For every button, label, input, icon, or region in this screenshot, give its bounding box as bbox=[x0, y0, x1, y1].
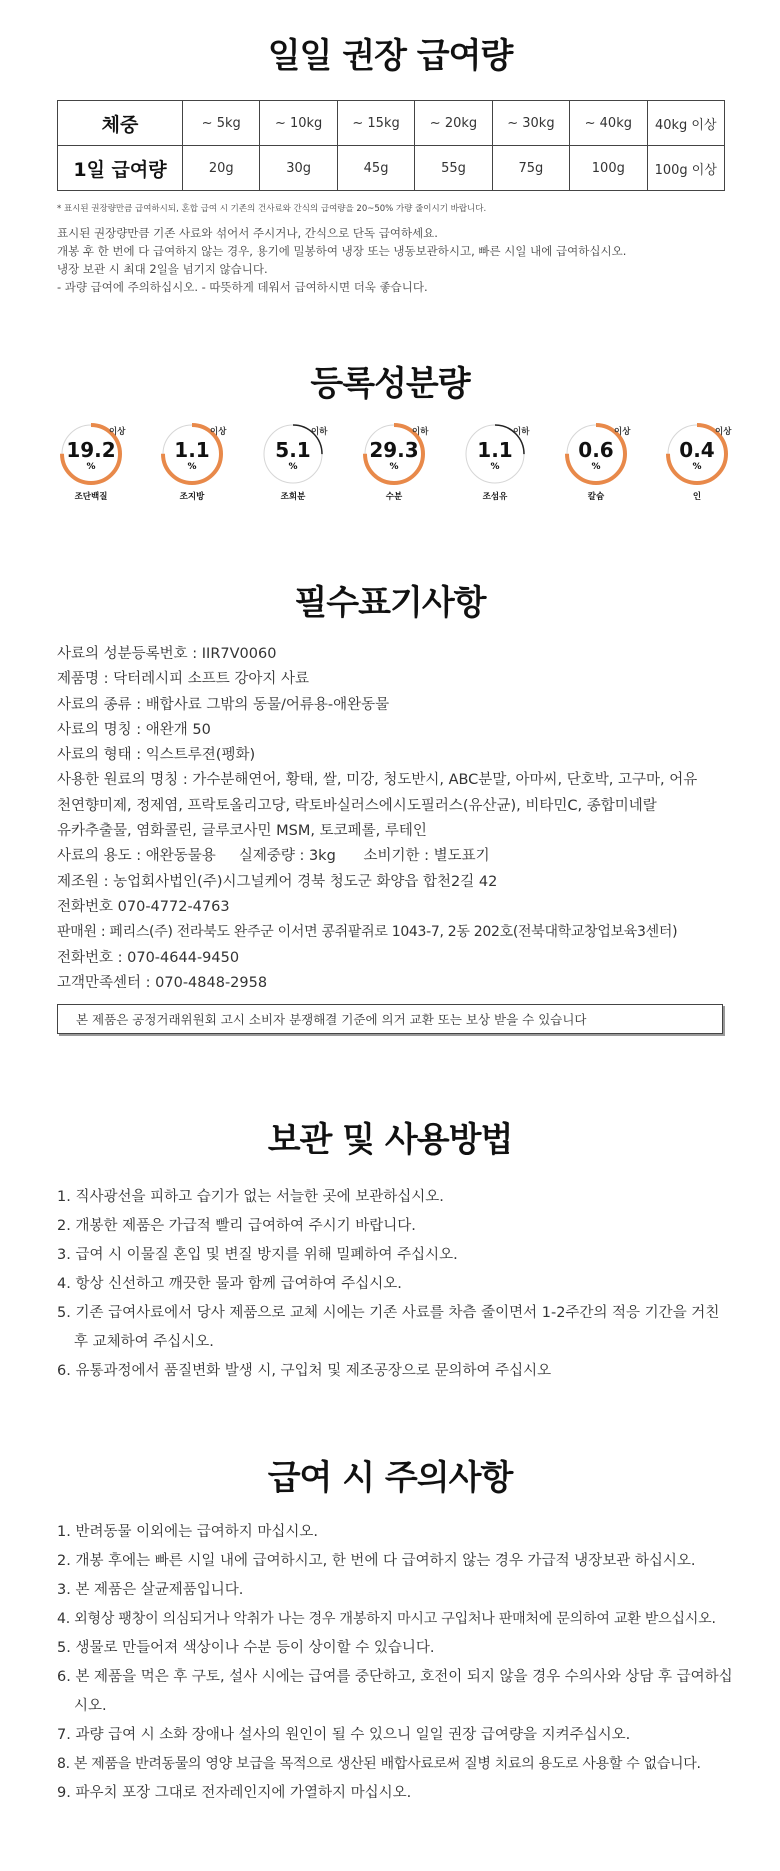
feeding-note: 개봉 후 한 번에 다 급여하지 않는 경우, 용기에 밀봉하여 냉장 또는 냉동보관하시고, 빠른 시일 내에 급여하십시오. bbox=[57, 244, 627, 258]
list-item: 3. 급여 시 이물질 혼입 및 변질 방지를 위해 밀폐하여 주십시오. bbox=[57, 1247, 458, 1263]
nutrient-limit: 이상 bbox=[210, 427, 227, 437]
nutrient-unit: % bbox=[288, 462, 298, 472]
nutrient-unit: % bbox=[389, 462, 399, 472]
list-item: 6. 본 제품을 먹은 후 구토, 설사 시에는 급여를 중단하고, 호전이 되지 않을 경우 수의사와 상담 후 급여하십시오. bbox=[57, 1669, 733, 1714]
weight-cell: ~ 15kg bbox=[337, 101, 414, 146]
nutrient-limit: 이상 bbox=[715, 427, 732, 437]
list-item: 1. 직사광선을 피하고 습기가 없는 서늘한 곳에 보관하십시오. bbox=[57, 1189, 444, 1205]
label-line: 사료의 성분등록번호 : IIR7V0060 bbox=[57, 646, 277, 662]
nutrient-name: 조지방 bbox=[179, 492, 205, 502]
storage-list bbox=[57, 1183, 737, 1386]
nutrient-name: 칼슘 bbox=[587, 492, 605, 502]
amount-cell: 20g bbox=[183, 146, 260, 191]
label-line: 전화번호 070-4772-4763 bbox=[57, 898, 230, 915]
amount-row bbox=[58, 146, 725, 191]
feeding-note: 냉장 보관 시 최대 2일을 넘기지 않습니다. bbox=[57, 262, 268, 276]
label-line: 제조원 : 농업회사법인(주)시그널케어 경북 청도군 화양읍 합천2길 42 bbox=[57, 873, 498, 890]
nutrient-name: 조회분 bbox=[280, 492, 306, 502]
nutrient-gauge bbox=[457, 420, 537, 510]
list-item: 6. 유통과정에서 품질변화 발생 시, 구입처 및 제조공장으로 문의하여 주십시오 bbox=[57, 1363, 552, 1379]
label-line: 사료의 명칭 : 애완개 50 bbox=[57, 721, 211, 738]
weight-cell: 40kg 이상 bbox=[647, 101, 724, 146]
labeling-info bbox=[57, 642, 697, 996]
nutrient-gauge bbox=[255, 420, 335, 510]
label-line: 사료의 용도 : 애완동물용 실제중량 : 3kg 소비기한 : 별도표기 bbox=[57, 848, 490, 865]
list-item: 1. 반려동물 이외에는 급여하지 마십시오. bbox=[57, 1524, 318, 1540]
nutrient-value: 0.4 bbox=[679, 438, 715, 462]
label-line: 사용한 원료의 명칭 : 가수분해연어, 황태, 쌀, 미강, 청도반시, ABC분말, 아마씨, 단호박, 고구마, 어유 bbox=[57, 772, 698, 789]
feeding-table bbox=[57, 100, 725, 191]
nutrient-name: 인 bbox=[692, 492, 702, 502]
nutrient-gauge bbox=[53, 420, 133, 510]
amount-cell: 45g bbox=[337, 146, 414, 191]
feeding-notes bbox=[57, 224, 626, 296]
list-item: 2. 개봉한 제품은 가급적 빨리 급여하여 주시기 바랍니다. bbox=[57, 1218, 416, 1234]
dispute-notice: 본 제품은 공정거래위원회 고시 소비자 분쟁해결 기준에 의거 교환 또는 보상 받을 수 있습니다 bbox=[57, 1004, 723, 1034]
weight-cell: ~ 5kg bbox=[183, 101, 260, 146]
list-item: 3. 본 제품은 살균제품입니다. bbox=[57, 1582, 244, 1598]
amount-header: 1일 급여량 bbox=[58, 146, 183, 191]
nutrient-value: 29.3 bbox=[369, 438, 419, 462]
nutrients-title: 등록성분량 bbox=[310, 364, 470, 404]
nutrient-gauge bbox=[558, 420, 638, 510]
nutrient-gauge bbox=[659, 420, 739, 510]
list-item: 9. 파우치 포장 그대로 전자레인지에 가열하지 마십시오. bbox=[57, 1785, 412, 1801]
weight-cell: ~ 40kg bbox=[570, 101, 647, 146]
label-line: 사료의 형태 : 익스트루젼(펭화) bbox=[57, 747, 256, 764]
label-line: 천연향미제, 정제염, 프락토올리고당, 락토바실러스에시도필러스(유산균), 비타민C, 종합미네랄 bbox=[57, 797, 657, 814]
amount-cell: 100g bbox=[570, 146, 647, 191]
storage-title: 보관 및 사용방법 bbox=[267, 1120, 513, 1160]
nutrient-name: 조섬유 bbox=[482, 492, 508, 502]
amount-cell: 55g bbox=[415, 146, 492, 191]
feeding-title: 일일 권장 급여량 bbox=[267, 36, 513, 76]
amount-cell: 75g bbox=[492, 146, 569, 191]
nutrient-value: 5.1 bbox=[275, 438, 311, 462]
nutrient-limit: 이상 bbox=[614, 427, 631, 437]
label-line: 전화번호 : 070-4644-9450 bbox=[57, 949, 240, 966]
nutrient-limit: 이하 bbox=[311, 427, 328, 437]
labeling-title: 필수표기사항 bbox=[294, 583, 486, 623]
list-item: 4. 외형상 팽창이 의심되거나 악취가 나는 경우 개봉하지 마시고 구입처나 판매처에 문의하여 교환 받으십시오. bbox=[57, 1611, 716, 1627]
nutrient-unit: % bbox=[187, 462, 197, 472]
nutrient-name: 조단백질 bbox=[74, 492, 108, 502]
list-item: 7. 과량 급여 시 소화 장애나 설사의 원인이 될 수 있으니 일일 권장 급여량을 지켜주십시오. bbox=[57, 1727, 631, 1743]
weight-row bbox=[58, 101, 725, 146]
feeding-note: 표시된 권장량만큼 기존 사료와 섞어서 주시거나, 간식으로 단독 급여하세요. bbox=[57, 226, 438, 240]
amount-cell: 30g bbox=[260, 146, 337, 191]
list-item: 4. 항상 신선하고 깨끗한 물과 함께 급여하여 주십시오. bbox=[57, 1276, 402, 1292]
nutrient-limit: 이상 bbox=[109, 427, 126, 437]
nutrient-limit: 이하 bbox=[513, 427, 530, 437]
amount-cell: 100g 이상 bbox=[647, 146, 724, 191]
weight-cell: ~ 30kg bbox=[492, 101, 569, 146]
nutrient-gauges bbox=[53, 420, 733, 510]
list-item: 2. 개봉 후에는 빠른 시일 내에 급여하시고, 한 번에 다 급여하지 않는 경우 가급적 냉장보관 하십시오. bbox=[57, 1553, 696, 1569]
weight-header: 체중 bbox=[58, 101, 183, 146]
label-line: 고객만족센터 : 070-4848-2958 bbox=[57, 974, 268, 991]
weight-cell: ~ 10kg bbox=[260, 101, 337, 146]
caution-list bbox=[57, 1518, 737, 1808]
list-item: 5. 생물로 만들어져 색상이나 수분 등이 상이할 수 있습니다. bbox=[57, 1640, 435, 1656]
weight-cell: ~ 20kg bbox=[415, 101, 492, 146]
nutrient-unit: % bbox=[86, 462, 96, 472]
caution-title: 급여 시 주의사항 bbox=[267, 1458, 513, 1498]
nutrient-limit: 이하 bbox=[412, 427, 429, 437]
label-line: 제품명 : 닥터레시피 소프트 강아지 사료 bbox=[57, 671, 310, 688]
feeding-note: - 과량 급여에 주의하십시오. - 따뜻하게 데워서 급여하시면 더욱 좋습니다. bbox=[57, 280, 428, 294]
nutrient-gauge bbox=[356, 420, 436, 510]
nutrient-name: 수분 bbox=[385, 492, 403, 502]
list-item: 8. 본 제품을 반려동물의 영양 보급을 목적으로 생산된 배합사료로써 질병 치료의 용도로 사용할 수 없습니다. bbox=[57, 1756, 701, 1772]
nutrient-value: 1.1 bbox=[477, 438, 513, 462]
label-line: 판매원 : 페리스(주) 전라북도 완주군 이서면 콩쥐팥쥐로 1043-7, 2동 202호(전북대학교창업보육3센터) bbox=[57, 924, 678, 941]
label-line: 사료의 종류 : 배합사료 그밖의 동물/어류용-애완동물 bbox=[57, 696, 390, 713]
nutrient-unit: % bbox=[692, 462, 702, 472]
nutrient-value: 19.2 bbox=[66, 438, 116, 462]
nutrient-value: 1.1 bbox=[174, 438, 210, 462]
feeding-footnote: * 표시된 권장량만큼 급여하시되, 혼합 급여 시 기존의 건사료와 간식의 급여량을 20~50% 가량 줄이시기 바랍니다. bbox=[57, 204, 487, 214]
list-item: 5. 기존 급여사료에서 당사 제품으로 교체 시에는 기존 사료를 차츰 줄이면서 1-2주간의 적응 기간을 거친 후 교체하여 주십시오. bbox=[57, 1305, 720, 1350]
nutrient-unit: % bbox=[591, 462, 601, 472]
nutrient-gauge bbox=[154, 420, 234, 510]
nutrient-value: 0.6 bbox=[578, 438, 614, 462]
nutrient-unit: % bbox=[490, 462, 500, 472]
label-line: 유카추출물, 염화콜린, 글루코사민 MSM, 토코페롤, 루테인 bbox=[57, 823, 427, 840]
